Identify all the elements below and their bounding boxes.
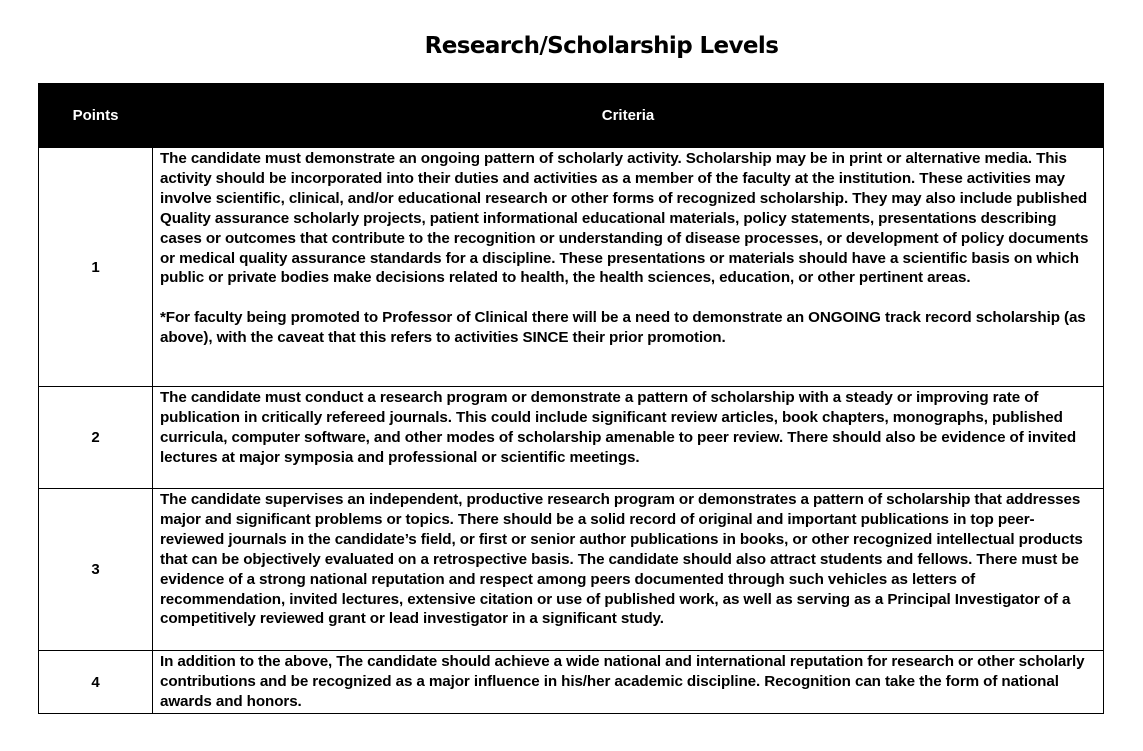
criteria-cell bbox=[153, 651, 1104, 714]
criteria-cell bbox=[153, 148, 1104, 387]
table-row bbox=[39, 148, 1104, 387]
page-title: Research/Scholarship Levels bbox=[424, 33, 779, 59]
criteria-text: The candidate must demonstrate an ongoing pattern of scholarly activity. Scholarship may be in print or alternative media. This activity should be incorporated into their duties and activities as a member of the faculty at the institution. These activities may involve scientific, clinical, and/or educational research or other forms of recognized scholarship. They may also include published Quality assurance scholarly projects, patient informational educational materials, policy statements, presentations describing cases or outcomes that contribute to the recognition or understanding of disease processes, or development of policy documents or medical quality assurance standards for a discipline. These presentations or materials should have a scientific basis on which public or private bodies make decisions related to health, the health sciences, education, or other pertinent areas. bbox=[160, 150, 1089, 287]
criteria-text: In addition to the above, The candidate should achieve a wide national and international reputation for research or other scholarly contributions and be recognized as a major influence in his/her academic discipline. Recognition can take the form of national awards and honors. bbox=[160, 653, 1085, 710]
criteria-column-header: Criteria bbox=[153, 84, 1104, 148]
criteria-text: The candidate supervises an independent, productive research program or demonstrates a pattern of scholarship that addresses major and significant problems or topics. There should be a solid record of original and important publications in top peer-reviewed journals in the candidate’s field, or first or senior author publications in books, or other recognized intellectual products that can be objectively evaluated on a retrospective basis. The candidate should also attract students and fellows. There must be evidence of a strong national reputation and respect among peers documented through such vehicles as letters of recommendation, invited lectures, extensive citation or use of published work, as well as serving as a Principal Investigator of a competitively reviewed grant or lead investigator in a significant study. bbox=[160, 491, 1083, 628]
table-header bbox=[39, 84, 1104, 148]
table-row bbox=[39, 387, 1104, 489]
points-cell: 4 bbox=[39, 651, 153, 714]
header-row bbox=[39, 84, 1104, 148]
points-cell: 1 bbox=[39, 148, 153, 387]
criteria-cell bbox=[153, 387, 1104, 489]
criteria-note: *For faculty being promoted to Professor of Clinical there will be a need to demonstrate an ONGOING track record scholarship (as above), with the caveat that this refers to activities SINCE their prior promotion. bbox=[160, 309, 1086, 347]
scholarship-levels-table bbox=[38, 83, 1104, 714]
criteria-text: The candidate must conduct a research program or demonstrate a pattern of scholarship with a steady or improving rate of publication in critically refereed journals. This could include significant review articles, book chapters, monographs, published curricula, computer software, and other modes of scholarship amenable to peer review. There should also be evidence of invited lectures at major symposia and professional or scientific meetings. bbox=[160, 389, 1077, 466]
points-cell: 3 bbox=[39, 489, 153, 651]
criteria-cell bbox=[153, 489, 1104, 651]
table-body bbox=[39, 148, 1104, 714]
table-row bbox=[39, 651, 1104, 714]
table-row bbox=[39, 489, 1104, 651]
points-column-header: Points bbox=[39, 84, 153, 148]
points-cell: 2 bbox=[39, 387, 153, 489]
